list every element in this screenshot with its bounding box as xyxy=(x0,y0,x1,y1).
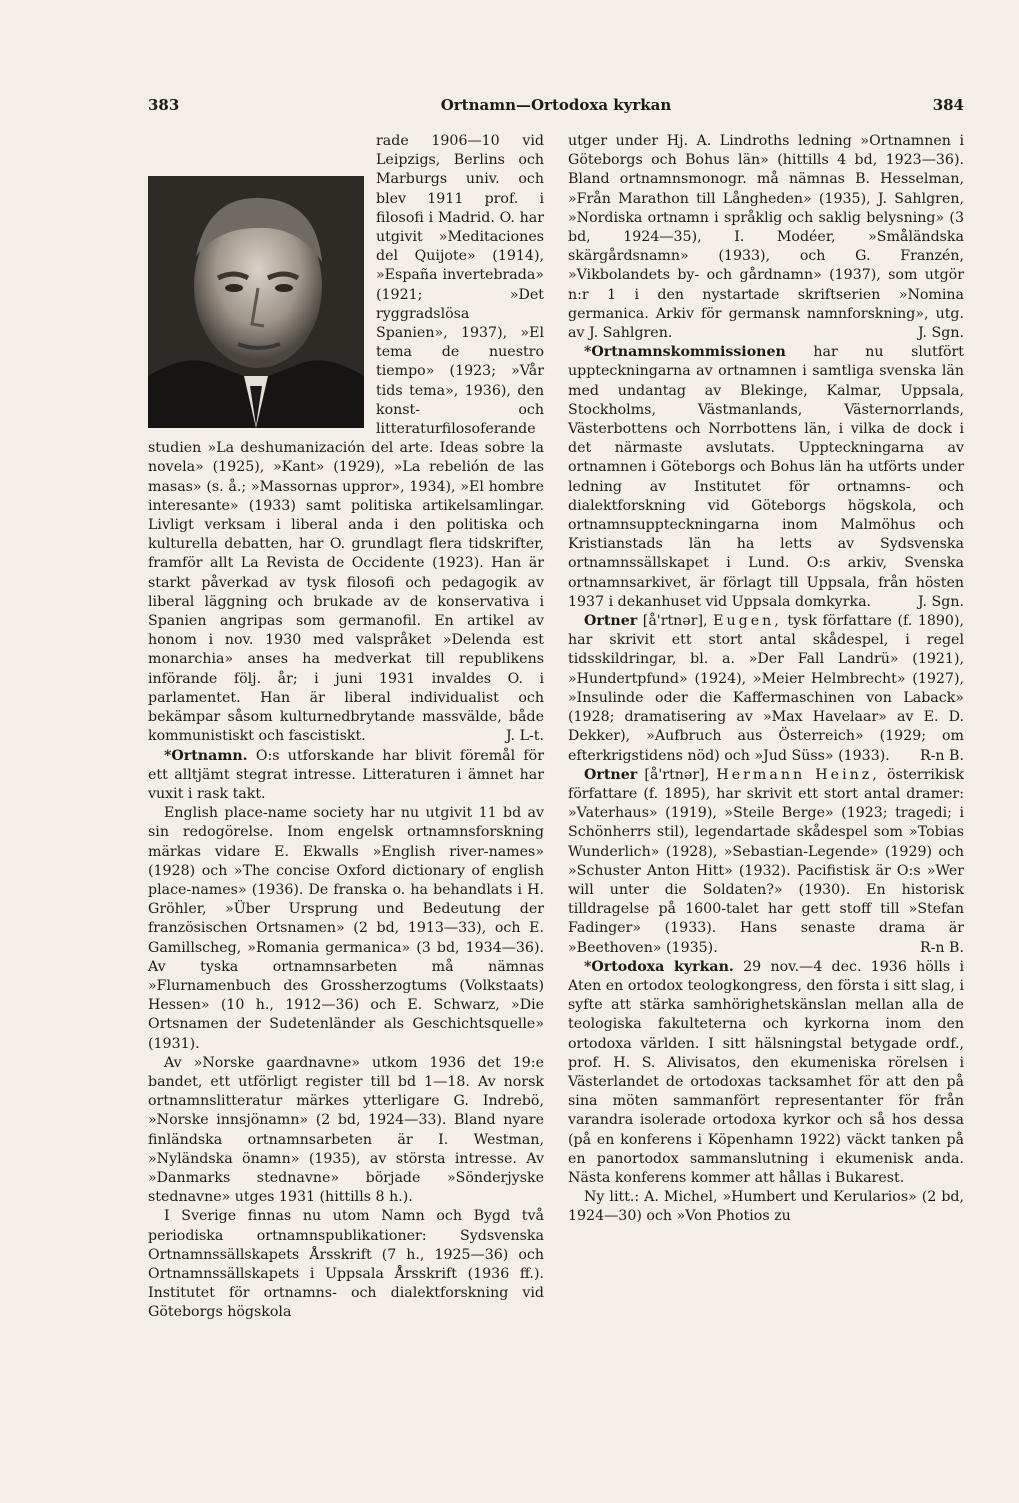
page-number-left: 383 xyxy=(148,96,180,114)
entry-head-ortodoxa-kyrkan: *Ortodoxa kyrkan. xyxy=(584,958,734,975)
portrait-illustration xyxy=(148,176,364,428)
entry-head-ortnamn: *Ortnamn. xyxy=(164,747,248,764)
ortnamn-intro-text: O:s utforskande har blivit föremål för ett alltjämt stegrat intresse. Litteraturen i ämnet har vuxit i rask takt. xyxy=(148,747,544,802)
name-eugen: Eugen, xyxy=(713,613,782,630)
ny-litt-paragraph: Ny litt.: A. Michel, »Humbert und Kerularios» (2 bd, 1924—30) och »Von Photios zu xyxy=(568,1189,964,1225)
ortodoxa-kyrkan-text: 29 nov.—4 dec. 1936 hölls i Aten en ortodox teologkongress, den första i sitt slag, i syfte att stärka samhörighetskänslan mellan alla de teologiska fakulteterna och kyrkorna inom den ortodoxa världen. I sitt hälsningstal betygade ordf., prof. H. S. Alivisatos, den ekumeniska rörelsen i Västerlandet de ortodoxas tacksamhet för att den på sina möten sammanfört representanter för från varandra isolerade ortodoxa kyrkor och så hos dessa (på en konferens i Köpenhamn 1922) väckt tanken på en panortodox sammanslutning i ekumenisk anda. Nästa konferens kommer att hållas i Bukarest. xyxy=(568,958,964,1186)
entry-head-ortner-hermann: Ortner xyxy=(584,766,638,783)
ortnamn-sverige-paragraph: I Sverige finnas nu utom Namn och Bygd två periodiska ortnamnspublikationer: Sydsvenska Ortnamnssällskapets Årsskrift (7 h., 1925—36) och Ortnamnssällskapets i Uppsala Årsskrift (1936 ff.). Institutet för ortnamns- och dialektforskning vid Göteborgs högskola xyxy=(148,1208,544,1321)
ortnamn-norske-paragraph: Av »Norske gaardnavne» utkom 1936 det 19:e bandet, ett utförligt register till bd 1—18. Av norsk ortnamnslitteratur märkes ytterligare G. Indrebö, »Norske innsjönamn» (2 bd, 1924—33). Bland nyare finländska ortnamnsarbeten är I. Westman, »Nyländska önamn» (1935), av största intresse. Av »Danmarks stednavne» började »Sönderjyske stednavne» utges 1931 (hittills 8 h.). xyxy=(148,1054,544,1206)
signature-jsgn-1: J. Sgn. xyxy=(917,325,964,342)
right-column xyxy=(568,132,964,1227)
signature-rnb-2: R-n B. xyxy=(919,939,964,956)
entry-head-ortnamnskommissionen: *Ortnamnskommissionen xyxy=(584,344,786,361)
name-hermann-heinz: Hermann Heinz, xyxy=(716,766,880,783)
pronunciation-ortner-2: [å'rtnər], xyxy=(644,766,710,783)
ortner-hermann-text: österrikisk författare (f. 1895), har skrivit ett stort antal dramer: »Vaterhaus» (1919), »Steile Berge» (1923; tragedi; i Schönherrs stil), legendartade skådespel som »Tobias Wunderlich» (1928), »Sebastian-Legende» (1929) och »Schuster Anton Hitt» (1932). Pacifistisk är O:s »Wer will unter die Soldaten?» (1930). En historisk tilldragelse på 1600-talet har gett stoff till »Stefan Fadinger» (1933). Hans senaste drama är »Beethoven» (1935). xyxy=(568,766,964,956)
portrait-photo xyxy=(148,176,364,428)
page-header xyxy=(148,96,964,118)
ortega-entry-text: rade 1906—10 vid Leipzigs, Berlins och Marburgs univ. och blev 1911 prof. i filosofi i Madrid. O. har utgivit »Meditaciones del Quijote» (1914), »España invertebrada» (1921; »Det ryggradslösa Spanien», 1937), »El tema de nuestro tiempo» (1923; »Vår tids tema», 1936), den konst- och litteraturfilosoferande studien »La deshumanización del arte. Ideas sobre la novela» (1925), »Kant» (1929), »La rebelión de las masas» (s. å.; »Massornas uppror», 1934), »El hombre interesante» (1933) samt politiska artikelsamlingar. Livligt verksam i liberal anda i den politiska och kulturella debatten, har O. grundlagt flera tidskrifter, framför allt La Revista de Occidente (1923). Han är starkt påverkad av tysk filosofi och pedagogik av liberal läggning och brukade av de konservativa i Spanien angripas som germanofil. En artikel av honom i nov. 1930 med valspråket »Delenda est monarchia» anses ha medverkat till republikens införande följ. år; i juni 1931 invaldes O. i parlamentet. Han är liberal individualist och bekämpar såsom kulturnedbrytande massvälde, både kommunistiskt och fascistiskt. xyxy=(148,133,544,745)
ortner-eugen-text: tysk författare (f. 1890), har skrivit ett stort antal skådespel, i regel tidsskildringar, bl. a. »Der Fall Landrü» (1921), »Hundertpfund» (1924), »Meier Helmbrecht» (1927), »Insulinde oder die Kaffermaschinen von Laback» (1928; dramatisering av »Max Havelaar» av E. D. Dekker), »Aufbruch aus Österreich» (1929; om efterkrigstidens nöd) och »Jud Süss» (1933). xyxy=(568,613,964,764)
entry-head-ortner-eugen: Ortner xyxy=(584,613,638,630)
signature-jlt: J. L-t. xyxy=(505,728,544,745)
ortnamnskommissionen-text: har nu slutfört uppteckningarna av ortnamnen i samtliga svenska län med undantag av Blekinge, Kalmar, Uppsala, Stockholms, Västmanlands, Västernorrlands, Västerbottens och Norrbottens län, i vilka de dock i det närmaste avslutats. Uppteckningarna av ortnamnen i Göteborgs och Bohus län ha utförts under ledning av Institutet för ortnamns- och dialektforskning vid Göteborgs högskola, och ortnamnsuppteckningarna inom Malmöhus och Kristianstads län ha letts av Sydsvenska ortnamnssällskapet i Lund. O:s arkiv, Svenska ortnamnsarkivet, är förlagt till Uppsala, från hösten 1937 i dekanhuset vid Uppsala domkyrka. xyxy=(568,344,964,610)
ortnamn-english-paragraph: English place-name society har nu utgivit 11 bd av sin redogörelse. Inom engelsk ortnamnsforskning märkas vidare E. Ekwalls »English river-names» (1928) och »The concise Oxford dictionary of english place-names» (1936). De franska o. ha behandlats i H. Gröhler, »Über Ursprung und Bedeutung der französischen Ortsnamen» (2 bd, 1913—33), och E. Gamillscheg, »Romania germanica» (3 bd, 1934—36). Av tyska ortnamnsarbeten må nämnas »Flurnamenbuch des Grossherzogtums (Volkstaats) Hessen» (10 h., 1912—36) och E. Schwarz, »Die Ortsnamen der Sudetenländer als Geschichtsquelle» (1931). xyxy=(148,805,544,1052)
signature-jsgn-2: J. Sgn. xyxy=(917,593,964,610)
page-number-right: 384 xyxy=(932,96,964,114)
pronunciation-ortner-1: [å'rtnər], xyxy=(642,613,708,630)
ortnamn-continued-text: utger under Hj. A. Lindroths ledning »Ortnamnen i Göteborgs och Bohus län» (hittills 4 bd, 1923—36). Bland ortnamnsmonogr. må nämnas B. Hesselman, »Från Marathon till Långheden» (1935), J. Sahlgren, »Nordiska ortnamn i språklig och saklig belysning» (3 bd, 1924—35), I. Modéer, »Småländska skärgårdsnamn» (1933), och G. Franzén, »Vikbolandets by- och gårdnamn» (1937), som utgör n:r 1 i den nystartade skriftserien »Nomina germanica. Arkiv för germansk namnforskning», utg. av J. Sahlgren. xyxy=(568,133,964,342)
signature-rnb-1: R-n B. xyxy=(919,747,964,764)
running-title: Ortnamn—Ortodoxa kyrkan xyxy=(440,96,672,114)
left-column xyxy=(148,132,544,1323)
